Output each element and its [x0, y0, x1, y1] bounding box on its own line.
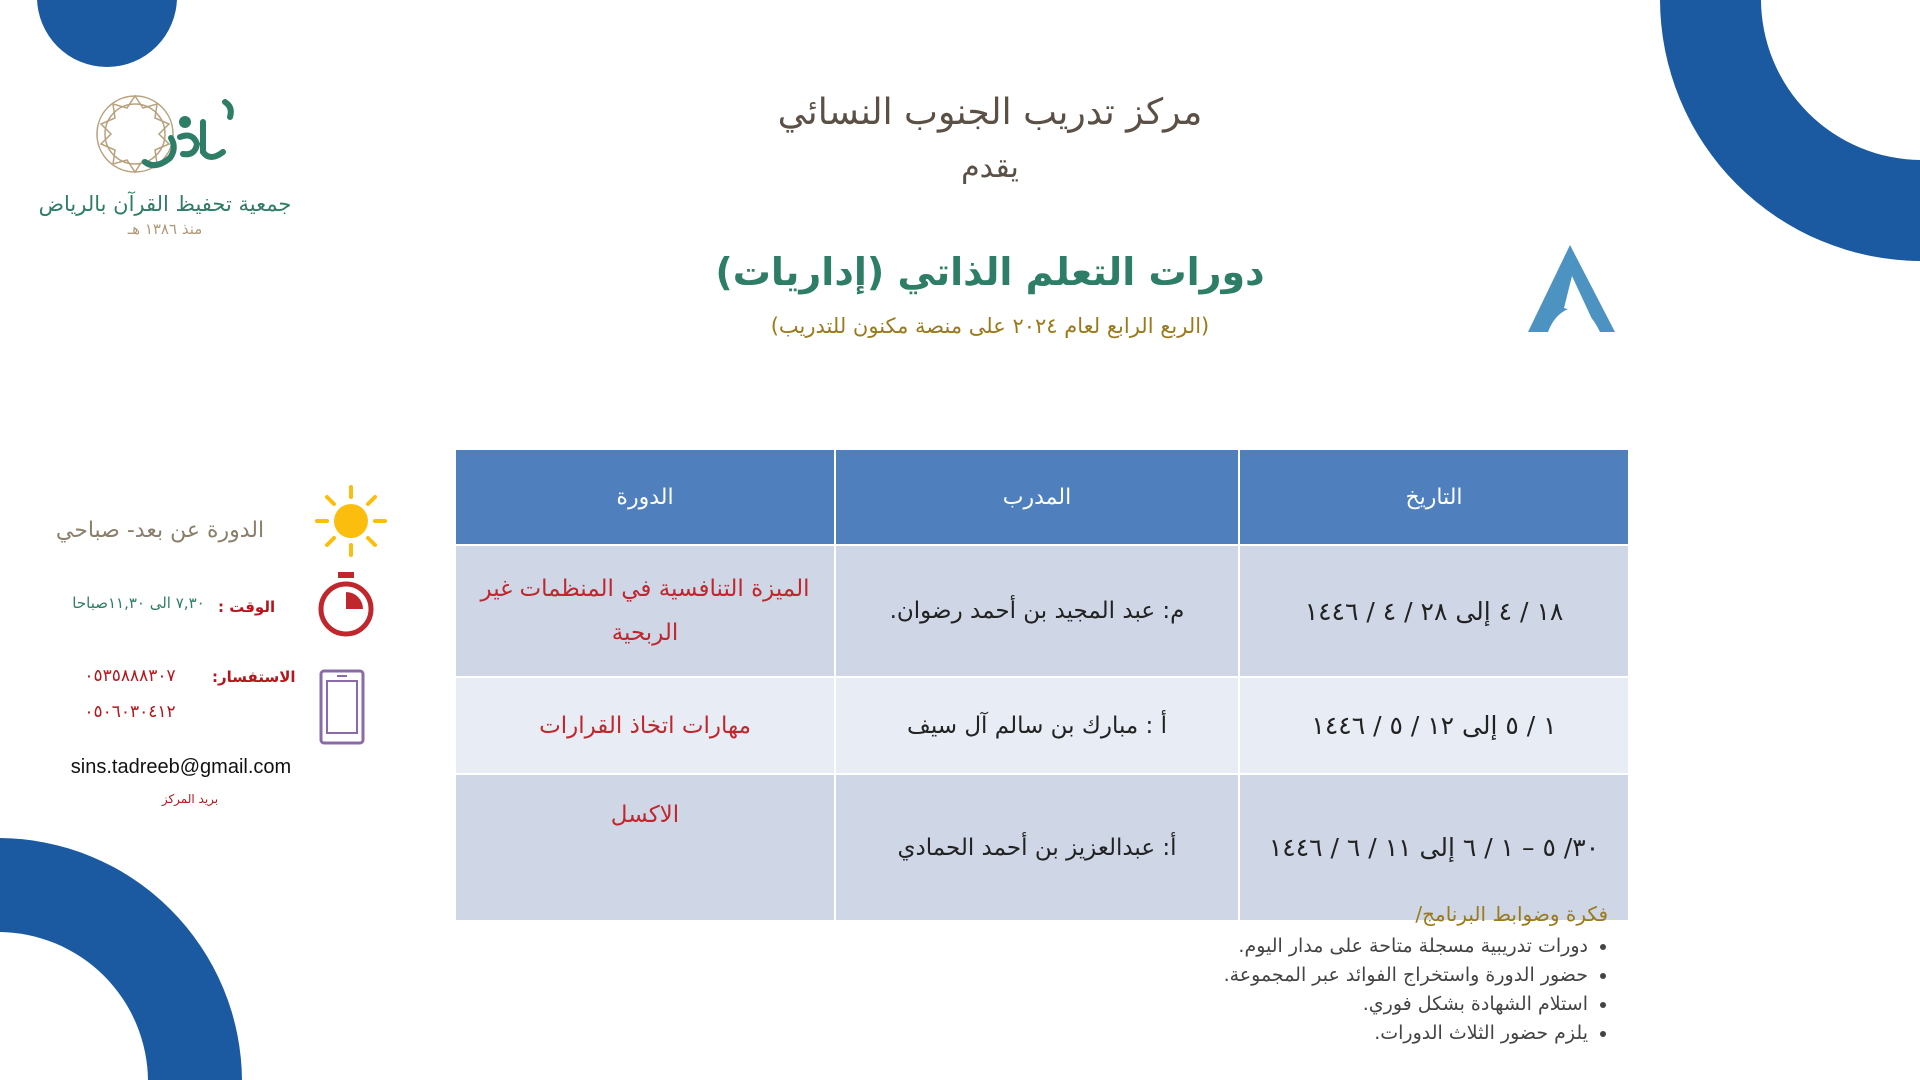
header-trainer: المدرب [835, 449, 1239, 545]
time-label: الوقت : [218, 598, 276, 616]
notes-list [1180, 932, 1608, 1048]
list-item: • دورات تدريبية مسجلة متاحة على مدار اليوم. [1180, 932, 1588, 961]
table-row [455, 545, 1629, 677]
list-item: • يلزم حضور الثلاث الدورات. [1180, 1019, 1588, 1048]
row-trainer: أ : مبارك بن سالم آل سيف [835, 677, 1239, 774]
phone-number-1: ٠٥٣٥٨٨٨٣٠٧ [84, 666, 176, 686]
row-course: الاكسل [455, 774, 835, 921]
row-course: مهارات اتخاذ القرارات [455, 677, 835, 774]
row-date: ١ / ٥ إلى ١٢ / ٥ / ١٤٤٦ [1239, 677, 1629, 774]
presents-text: يقدم [961, 150, 1019, 185]
corner-decor-top-right [1660, 0, 1920, 270]
association-logo [30, 82, 300, 238]
inquiry-label: الاستفسار: [212, 668, 296, 686]
phone-number-2: ٠٥٠٦٠٣٠٤١٢ [84, 702, 176, 722]
list-item: • حضور الدورة واستخراج الفوائد عبر المجموعة. [1180, 961, 1588, 990]
header-course: الدورة [455, 449, 835, 545]
platform-mark-icon [1520, 240, 1620, 340]
time-value: ٧,٣٠ الى ١١,٣٠صباحا [72, 594, 205, 612]
organization-title: مركز تدريب الجنوب النسائي [777, 92, 1203, 133]
table-header-row [455, 449, 1629, 545]
notes-title: فكرة وضوابط البرنامج/ [1415, 902, 1608, 926]
makknoon-logo-icon [85, 82, 245, 182]
program-notes [1180, 902, 1608, 1048]
header-date: التاريخ [1239, 449, 1629, 545]
center-email-label: بريد المركز [161, 792, 219, 806]
row-course: الميزة التنافسية في المنظمات غير الربحية [455, 545, 835, 677]
row-date: ٣٠/ ٥ – ١ / ٦ إلى ١١ / ٦ / ١٤٤٦ [1239, 774, 1629, 921]
corner-decor-top-left [0, 0, 200, 80]
table-row [455, 774, 1629, 921]
course-mode: الدورة عن بعد- صباحي [55, 518, 265, 543]
schedule-table [454, 448, 1630, 922]
row-trainer: أ: عبدالعزيز بن أحمد الحمادي [835, 774, 1239, 921]
mobile-phone-icon [318, 668, 368, 746]
row-date: ١٨ / ٤ إلى ٢٨ / ٤ / ١٤٤٦ [1239, 545, 1629, 677]
row-trainer: م: عبد المجيد بن أحمد رضوان. [835, 545, 1239, 677]
sun-icon [314, 484, 388, 558]
stopwatch-icon [316, 570, 376, 640]
center-email[interactable]: sins.tadreeb@gmail.com [70, 756, 292, 778]
association-name: جمعية تحفيظ القرآن بالرياض [38, 192, 292, 216]
table-row [455, 677, 1629, 774]
corner-decor-bottom-left [0, 820, 250, 1080]
association-since: منذ ١٣٨٦ هـ [127, 220, 203, 238]
course-title: دورات التعلم الذاتي (إداريات) [715, 250, 1265, 294]
list-item: • استلام الشهادة بشكل فوري. [1180, 990, 1588, 1019]
course-subtitle: (الربع الرابع لعام ٢٠٢٤ على منصة مكنون للتدريب) [770, 314, 1210, 338]
